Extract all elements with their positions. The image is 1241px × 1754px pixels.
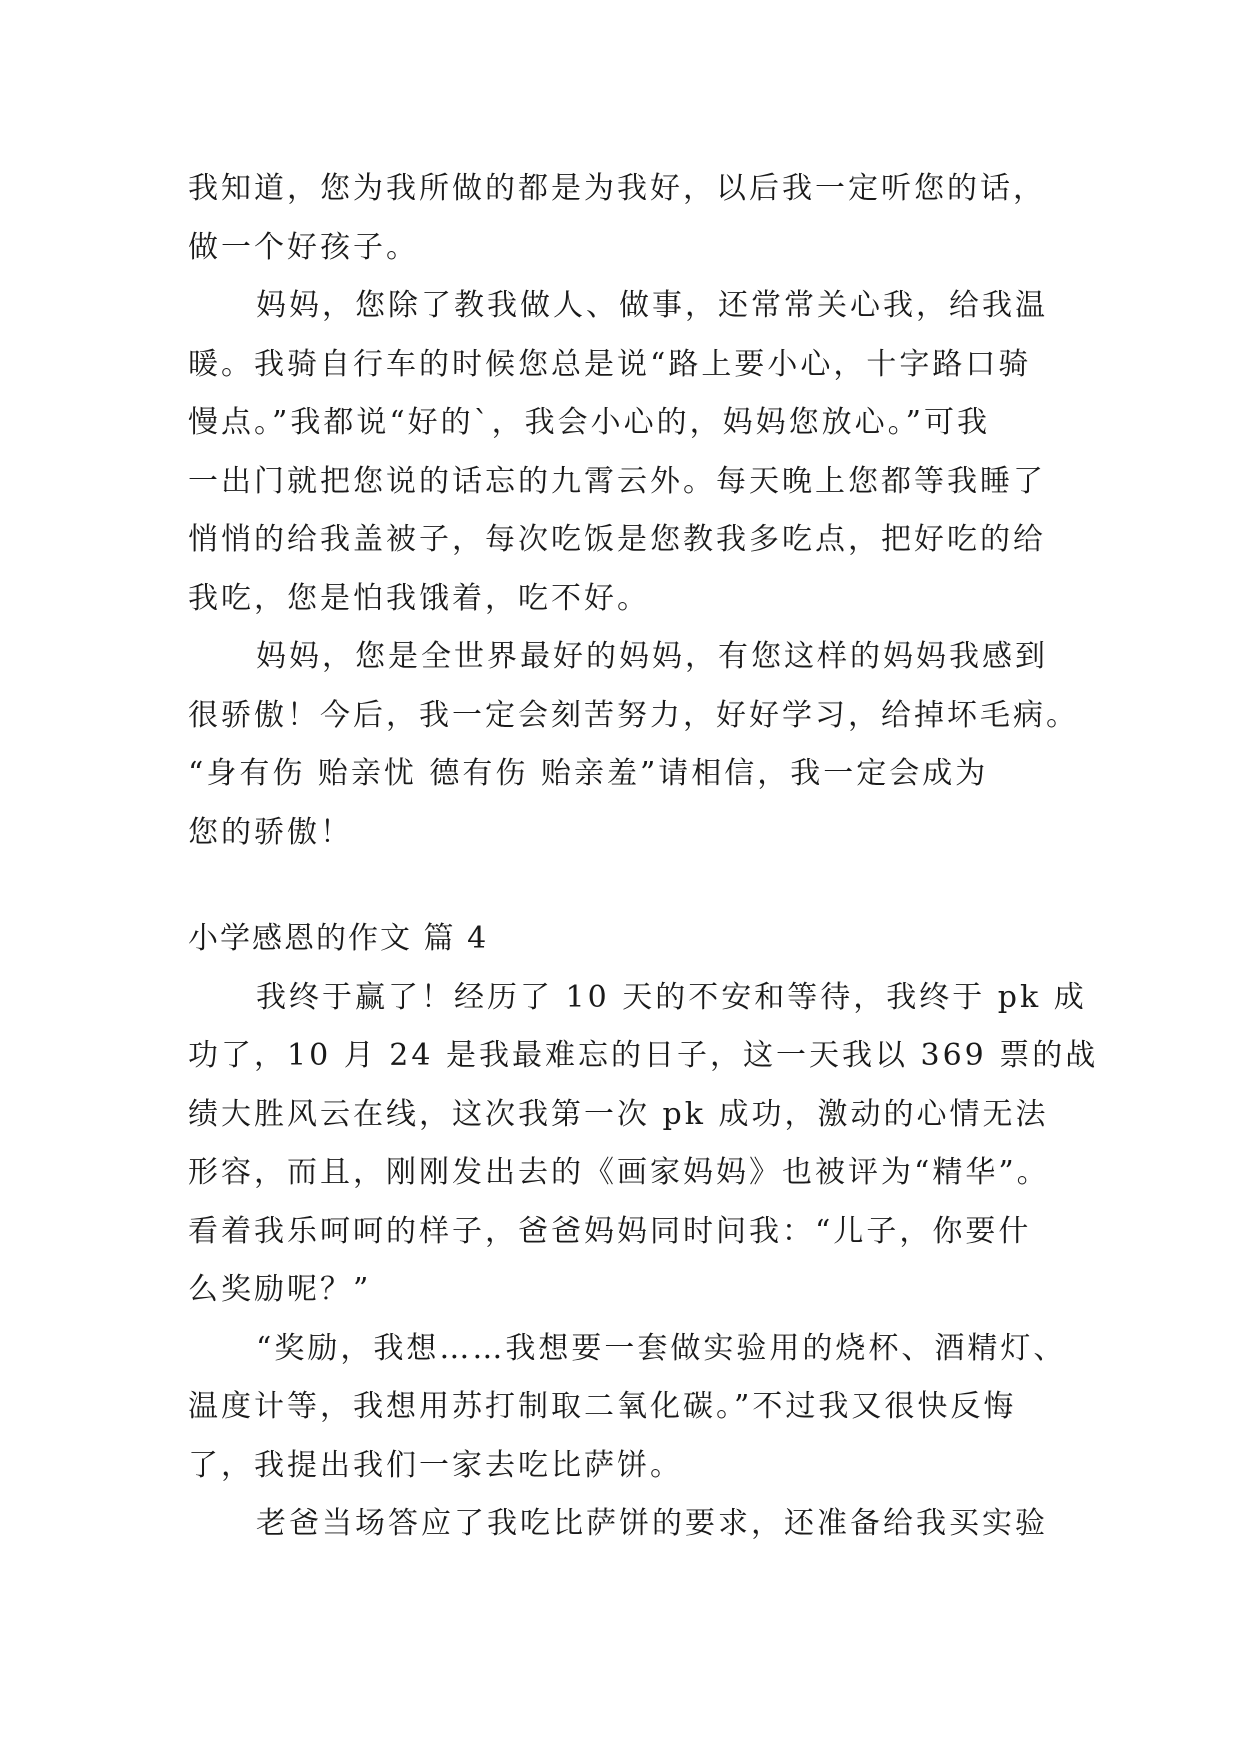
text-line: 慢点。”我都说“好的`，我会小心的，妈妈您放心。”可我 [188,405,991,440]
text-line: 我终于赢了！经历了 10 天的不安和等待，我终于 pk 成 [256,979,1087,1015]
paragraph-4 [188,969,1099,1320]
text-line: 形容，而且，刚刚发出去的《画家妈妈》也被评为“精华”。 [188,1155,1050,1190]
text-line: 一出门就把您说的话忘的九霄云外。每天晚上您都等我睡了 [188,463,1046,499]
text-line: 妈妈，您除了教我做人、做事，还常常关心我，给我温 [256,288,1048,323]
paragraph-3 [188,628,1079,862]
paragraph-2 [188,277,1068,628]
paragraph-5 [188,1320,1068,1496]
text-line: 功了，10 月 24 是我最难忘的日子，这一天我以 369 票的战 [188,1038,1099,1073]
text-line: 做一个好孩子。 [188,229,419,265]
text-line: 温度计等，我想用苏打制取二氧化碳。”不过我又很快反悔 [188,1389,1017,1424]
text-line: 您的骄傲！ [188,814,353,850]
text-line: 悄悄的给我盖被子，每次吃饭是您教我多吃点，把好吃的给 [188,522,1046,557]
text-line: 很骄傲！今后，我一定会刻苦努力，好好学习，给掉坏毛病。 [188,697,1079,733]
text-line: 我吃，您是怕我饿着，吃不好。 [188,580,650,616]
text-line: 看着我乐呵呵的样子，爸爸妈妈同时问我：“儿子，你要什 [188,1213,1032,1249]
text-line: 绩大胜风云在线，这次我第一次 pk 成功，激动的心情无法 [188,1096,1049,1132]
section-heading: 小学感恩的作文 篇 4 [188,921,489,956]
text-line: “身有伤 贻亲忧 德有伤 贻亲羞”请相信，我一定会成为 [188,756,989,791]
paragraph-6 [188,1495,1068,1554]
text-line: 我知道，您为我所做的都是为我好，以后我一定听您的话， [188,171,1046,206]
text-line: 暖。我骑自行车的时候您总是说“路上要小心，十字路口骑 [188,346,1032,382]
text-line: 妈妈，您是全世界最好的妈妈，有您这样的妈妈我感到 [256,639,1048,674]
text-line: 了，我提出我们一家去吃比萨饼。 [188,1447,683,1483]
text-line: “奖励，我想……我想要一套做实验用的烧杯、酒精灯、 [256,1330,1067,1366]
text-line: 么奖励呢？” [188,1272,372,1307]
text-line: 老爸当场答应了我吃比萨饼的要求，还准备给我买实验 [256,1506,1048,1541]
section-gap [188,862,1068,910]
paragraph-1 [188,160,1068,277]
document-body [188,160,1099,1554]
